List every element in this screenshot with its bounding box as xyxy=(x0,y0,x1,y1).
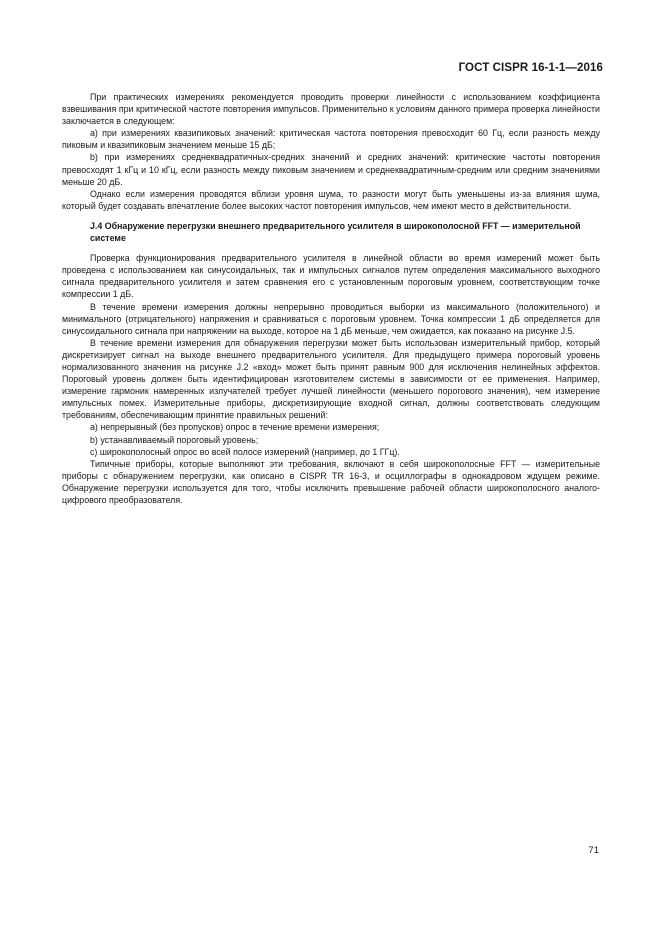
list-item: b) при измерениях среднеквадратичных-средних значений и средних значений: критические частоты повторения превосходят 1 кГц и 10 кГц, если разность между пиковым значением и среднеквадратичным-средним или средним значениями меньше 20 дБ. xyxy=(62,152,600,187)
paragraph: Однако если измерения проводятся вблизи уровня шума, то разности могут быть уменьшены из-за влияния шума, который будет создавать впечатление более высоких частот повторения импульсов, чем имеют место в действительности. xyxy=(62,188,600,211)
paragraph: Проверка функционирования предварительного усилителя в линейной области во время измерений может быть проведена с использованием как синусоидальных, так и импульсных сигналов путем определения максимального выходного сигнала предварительного усилителя и затем сравнения его с установленным пороговым уровнем, соответствующим точке компрессии 1 дБ. xyxy=(62,253,600,300)
paragraph: Типичные приборы, которые выполняют эти требования, включают в себя широкополосные FFT — измерительные приборы с обнаружением перегрузки, как описано в CISPR TR 16-3, и осциллографы в однокадровом ждущем режиме. Обнаружение перегрузки используется для того, чтобы исключить превышение рабочей области широкополосного аналого-цифрового преобразователя. xyxy=(62,458,600,505)
page-number: 71 xyxy=(588,845,599,856)
spacer xyxy=(62,212,600,220)
section-heading: J.4 Обнаружение перегрузки внешнего предварительного усилителя в широкополосной FFT — измерительной системе xyxy=(90,220,581,244)
document-body xyxy=(62,91,600,506)
list-item: b) устанавливаемый пороговый уровень; xyxy=(90,434,259,445)
list-item: а) непрерывный (без пропусков) опрос в течение времени измерения; xyxy=(90,422,380,433)
paragraph: В течение времени измерения для обнаружения перегрузки может быть использован измерительный прибор, который дискретизирует сигнал на выходе внешнего предварительного усилителя. Для предыдущего примера пороговый уровень нормализованного значения на рисунке J.2 «вход» может быть принят равным 900 для исключения нелинейных эффектов. Пороговый уровень должен быть идентифицирован изготовителем системы в зависимости от ее применения. Например, измерение гармоник намеренных излучателей требует лучшей линейности (меньшего порогового значения), чем измерение импульсных помех. Измерительные приборы, дискретизирующие входной сигнал, должны соответствовать следующим требованиям, обеспечивающим принятие правильных решений: xyxy=(62,337,600,421)
list-item: с) широкополосный опрос во всей полосе измерений (например, до 1 ГГц). xyxy=(90,446,400,457)
list-item: а) при измерениях квазипиковых значений: критическая частота повторения превосходит 60 Гц, если разность между пиковым и квазипиковым значением меньше 15 дБ; xyxy=(62,128,600,151)
paragraph: В течение времени измерения должны непрерывно проводиться выборки из максимального (положительного) и минимального (отрицательного) напряжения и сравниваться с пороговым уровнем. Точка компрессии 1 дБ определяется для синусоидального сигнала при напряжении на выходе, которое на 1 дБ меньше, чем ожидается, как показано на рисунке J.5. xyxy=(62,301,600,336)
standard-header: ГОСТ CISPR 16-1-1—2016 xyxy=(458,62,603,74)
paragraph: При практических измерениях рекомендуется проводить проверки линейности с использованием коэффициента взвешивания при критической частоте повторения импульсов. Применительно к условиям данного примера проверка линейности заключается в следующем: xyxy=(62,92,600,127)
